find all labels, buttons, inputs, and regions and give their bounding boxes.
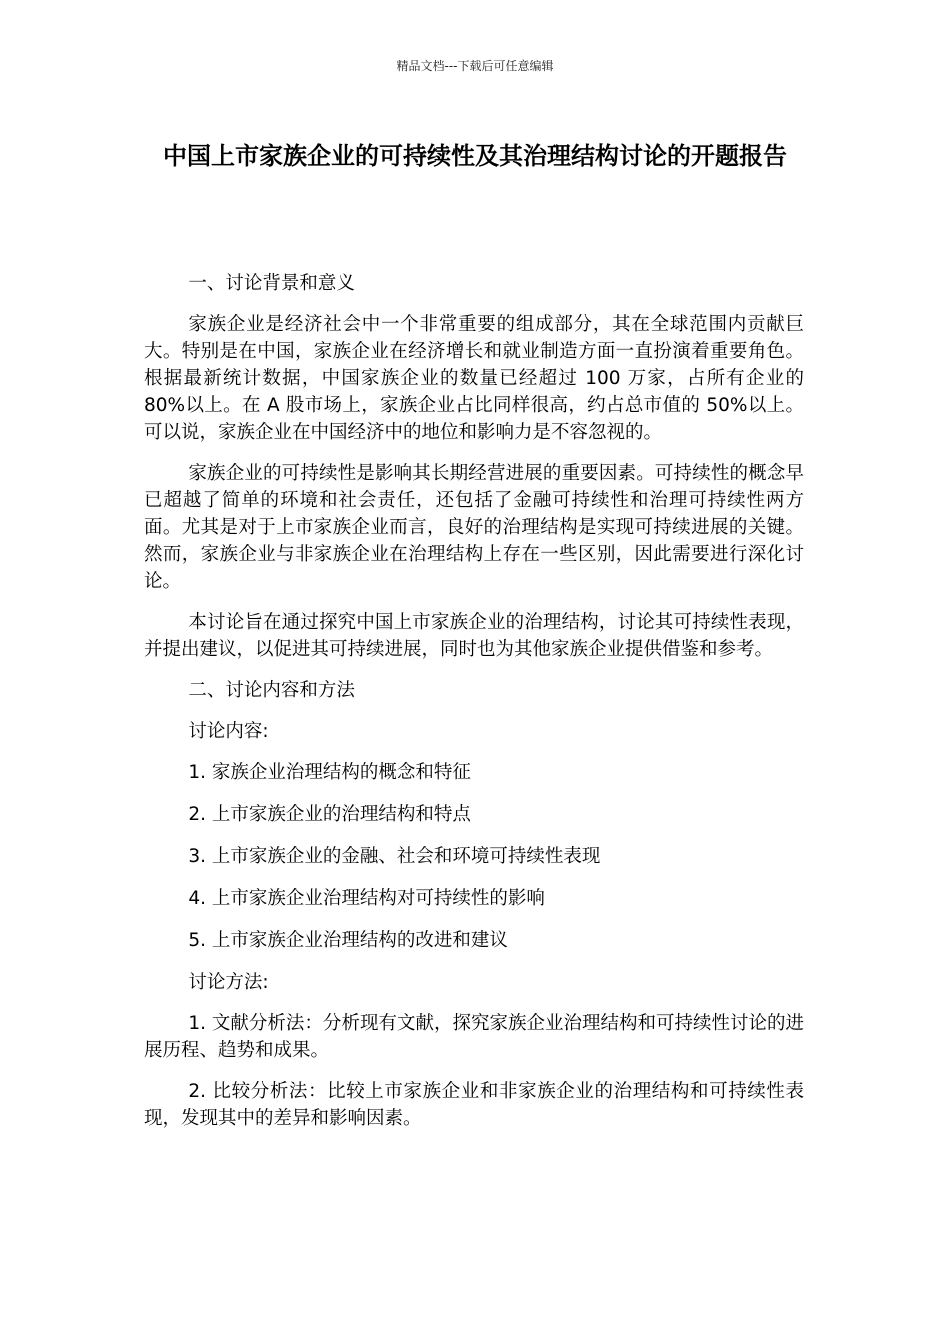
method-list-item: 1. 文献分析法：分析现有文献，探究家族企业治理结构和可持续性讨论的进展历程、趋势和成果。 bbox=[144, 1013, 804, 1061]
content-label: 讨论内容: bbox=[188, 721, 269, 742]
document-body bbox=[144, 270, 804, 1146]
paragraph-background-3: 本讨论旨在通过探究中国上市家族企业的治理结构，讨论其可持续性表现，并提出建议，以促进其可持续进展，同时也为其他家族企业提供借鉴和参考。 bbox=[144, 612, 804, 660]
content-list-item: 4. 上市家族企业治理结构对可持续性的影响 bbox=[188, 888, 545, 909]
document-title: 中国上市家族企业的可持续性及其治理结构讨论的开题报告 bbox=[163, 142, 787, 170]
paragraph-background-1: 家族企业是经济社会中一个非常重要的组成部分，其在全球范围内贡献巨大。特别是在中国，家族企业在经济增长和就业制造方面一直扮演着重要角色。根据最新统计数据，中国家族企业的数量已经超过 100 万家，占所有企业的 80%以上。在 A 股市场上，家族企业占比同样很高，约占总市值的 50%以上。可以说，家族企业在中国经济中的地位和影响力是不容忽视的。 bbox=[144, 314, 804, 443]
method-list-item: 2. 比较分析法：比较上市家族企业和非家族企业的治理结构和可持续性表现，发现其中的差异和影响因素。 bbox=[144, 1081, 804, 1129]
page-header: 精品文档---下载后可任意编辑 bbox=[396, 59, 554, 73]
section-heading-background: 一、讨论背景和意义 bbox=[188, 273, 355, 294]
content-list-item: 3. 上市家族企业的金融、社会和环境可持续性表现 bbox=[188, 846, 601, 867]
paragraph-background-2: 家族企业的可持续性是影响其长期经营进展的重要因素。可持续性的概念早已超越了简单的环境和社会责任，还包括了金融可持续性和治理可持续性两方面。尤其是对于上市家族企业而言，良好的治理结构是实现可持续进展的关键。然而，家族企业与非家族企业在治理结构上存在一些区别，因此需要进行深化讨论。 bbox=[144, 463, 804, 592]
content-list-item: 2. 上市家族企业的治理结构和特点 bbox=[188, 804, 471, 825]
method-label: 讨论方法: bbox=[188, 972, 269, 993]
content-list-item: 5. 上市家族企业治理结构的改进和建议 bbox=[188, 930, 508, 951]
section-heading-content-method: 二、讨论内容和方法 bbox=[188, 680, 355, 701]
content-list-item: 1. 家族企业治理结构的概念和特征 bbox=[188, 762, 471, 783]
